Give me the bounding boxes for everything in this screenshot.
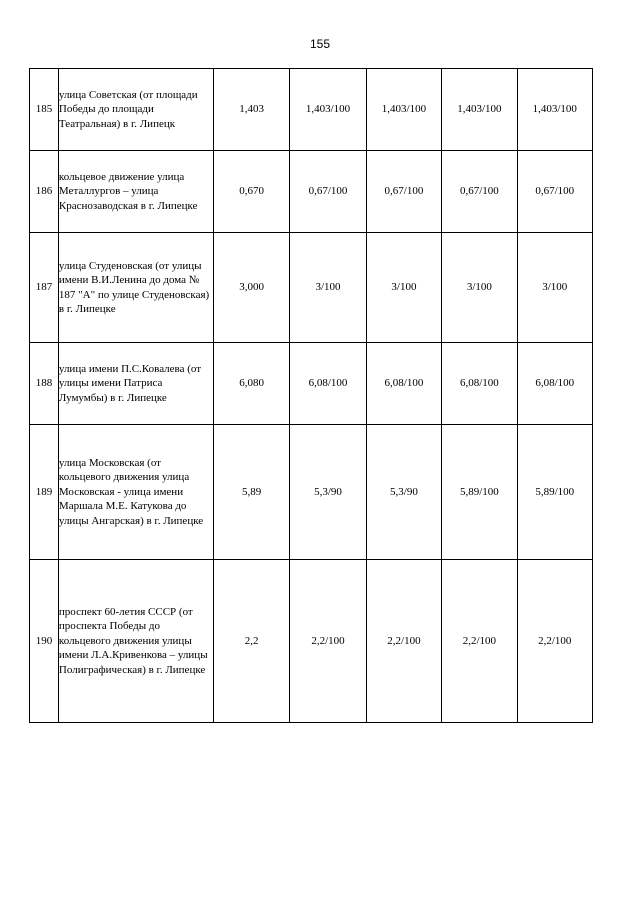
value-cell: 2,2/100 (366, 560, 441, 723)
row-number: 189 (30, 425, 59, 560)
road-name: улица Студеновская (от улицы имени В.И.Ленина до дома № 187 "А" по улице Студеновская) в г. Липецке (58, 233, 213, 343)
row-number: 185 (30, 69, 59, 151)
value-cell: 2,2/100 (290, 560, 366, 723)
value-cell: 6,08/100 (442, 343, 517, 425)
value-cell: 3/100 (442, 233, 517, 343)
value-cell: 3/100 (366, 233, 441, 343)
value-cell: 5,3/90 (290, 425, 366, 560)
value-cell: 6,080 (213, 343, 289, 425)
row-number: 188 (30, 343, 59, 425)
value-cell: 2,2/100 (442, 560, 517, 723)
table-row (30, 151, 593, 233)
value-cell: 5,3/90 (366, 425, 441, 560)
table-row (30, 425, 593, 560)
value-cell: 5,89 (213, 425, 289, 560)
value-cell: 0,67/100 (442, 151, 517, 233)
road-name: улица Московская (от кольцевого движения улица Московская - улица имени Маршала М.Е. Катукова до улицы Ангарская) в г. Липецке (58, 425, 213, 560)
row-number: 190 (30, 560, 59, 723)
value-cell: 2,2/100 (517, 560, 592, 723)
value-cell: 6,08/100 (517, 343, 592, 425)
value-cell: 0,67/100 (517, 151, 592, 233)
value-cell: 0,670 (213, 151, 289, 233)
value-cell: 1,403/100 (442, 69, 517, 151)
value-cell: 0,67/100 (366, 151, 441, 233)
value-cell: 2,2 (213, 560, 289, 723)
value-cell: 6,08/100 (290, 343, 366, 425)
road-name: проспект 60-летия СССР (от проспекта Победы до кольцевого движения улицы имени Л.А.Кривенкова – улицы Полиграфическая) в г. Липецке (58, 560, 213, 723)
value-cell: 3/100 (517, 233, 592, 343)
table-row (30, 233, 593, 343)
value-cell: 5,89/100 (517, 425, 592, 560)
value-cell: 6,08/100 (366, 343, 441, 425)
row-number: 186 (30, 151, 59, 233)
value-cell: 1,403/100 (366, 69, 441, 151)
road-name: улица имени П.С.Ковалева (от улицы имени Патриса Лумумбы) в г. Липецке (58, 343, 213, 425)
value-cell: 1,403/100 (290, 69, 366, 151)
roads-table (29, 68, 593, 723)
row-number: 187 (30, 233, 59, 343)
page-number: 155 (309, 37, 331, 51)
road-name: кольцевое движение улица Металлургов – улица Краснозаводская в г. Липецке (58, 151, 213, 233)
table-row (30, 560, 593, 723)
value-cell: 3/100 (290, 233, 366, 343)
value-cell: 1,403/100 (517, 69, 592, 151)
value-cell: 5,89/100 (442, 425, 517, 560)
road-name: улица Советская (от площади Победы до площади Театральная) в г. Липецк (58, 69, 213, 151)
value-cell: 1,403 (213, 69, 289, 151)
table-row (30, 69, 593, 151)
value-cell: 0,67/100 (290, 151, 366, 233)
value-cell: 3,000 (213, 233, 289, 343)
table-row (30, 343, 593, 425)
